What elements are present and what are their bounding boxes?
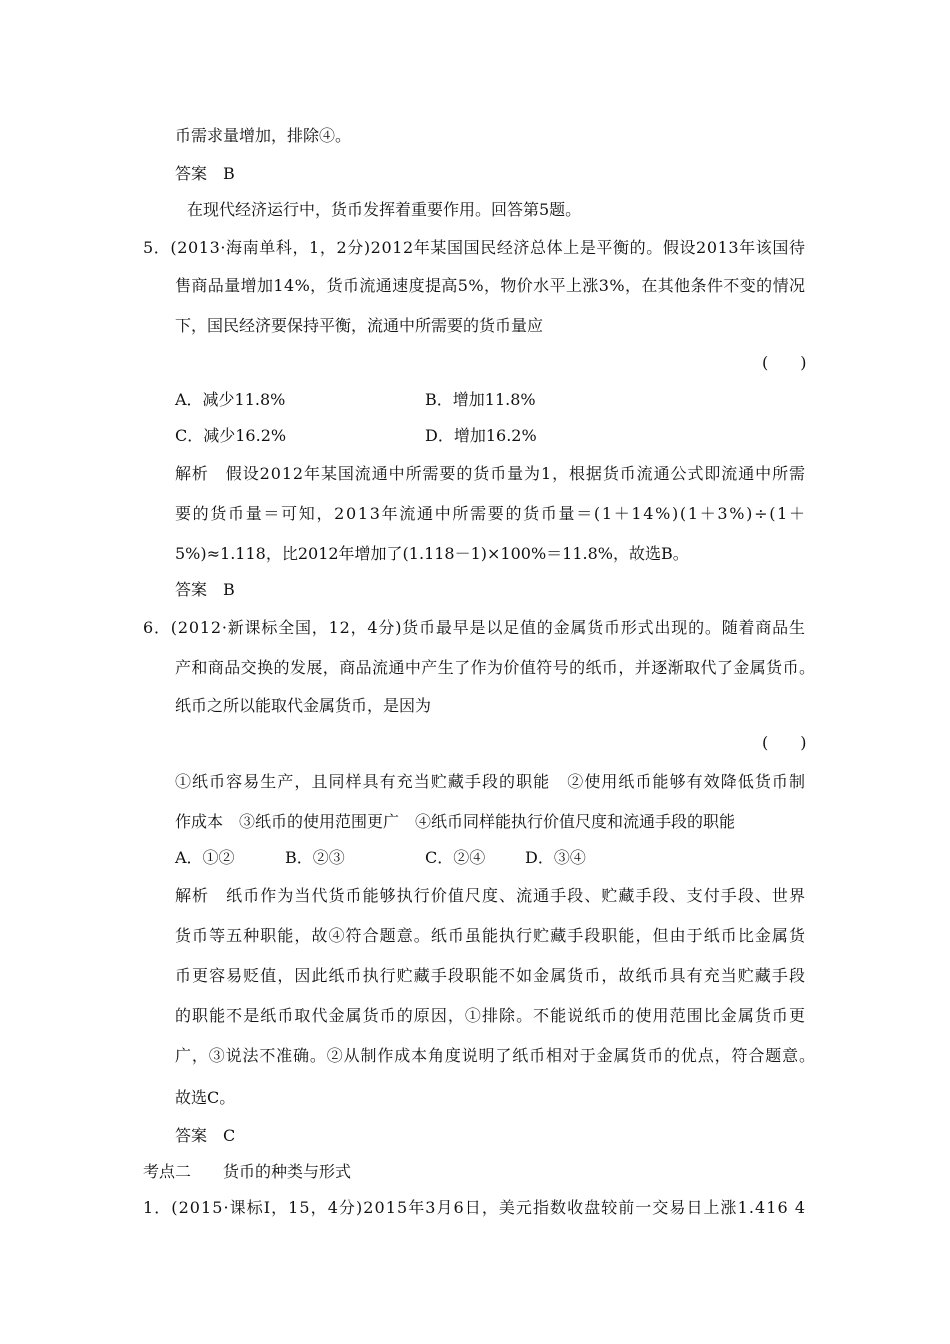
option-c: C．②④	[425, 848, 486, 867]
option-c: C．减少16.2%	[175, 426, 287, 445]
analysis-line: 的职能不是纸币取代金属货币的原因，①排除。不能说纸币的使用范围比金属货币更	[175, 1006, 807, 1025]
statement-line: 作成本 ③纸币的使用范围更广 ④纸币同样能执行价值尺度和流通手段的职能	[175, 812, 736, 831]
answer-line: 答案 B	[175, 580, 235, 599]
analysis-line: 故选C。	[175, 1088, 236, 1107]
analysis-line: 货币等五种职能，故④符合题意。纸币虽能执行贮藏手段职能，但由于纸币比金属货	[175, 926, 807, 945]
question-6-line-1: 6．(2012·新课标全国，12，4分)货币最早是以足值的金属货币形式出现的。随着商品生	[143, 618, 806, 637]
analysis-line: 币更容易贬值，因此纸币执行贮藏手段职能不如金属货币，故纸币具有充当贮藏手段	[175, 966, 807, 985]
question-1-line-1: 1．(2015·课标Ⅰ，15，4分)2015年3月6日，美元指数收盘较前一交易日上涨1.416 4	[143, 1198, 807, 1217]
option-a: A．①②	[175, 848, 235, 867]
question-5-line-3: 下，国民经济要保持平衡，流通中所需要的货币量应	[175, 316, 544, 335]
question-5-line-2: 售商品量增加14%，货币流通速度提高5%，物价水平上涨3%，在其他条件不变的情况	[175, 276, 806, 295]
section-heading: 考点二 货币的种类与形式	[143, 1162, 352, 1181]
question-5-line-1: 5．(2013·海南单科，1，2分)2012年某国国民经济总体上是平衡的。假设2013年该国待	[143, 238, 806, 257]
analysis-line: 广，③说法不准确。②从制作成本角度说明了纸币相对于金属货币的优点，符合题意。	[175, 1046, 816, 1065]
analysis-line: 解析 假设2012年某国流通中所需要的货币量为1，根据货币流通公式即流通中所需	[175, 464, 806, 483]
answer-line: 答案 B	[175, 164, 235, 183]
text-line: 币需求量增加，排除④。	[175, 126, 352, 145]
option-b: B．②③	[285, 848, 345, 867]
option-d: D．③④	[525, 848, 586, 867]
analysis-line: 要的货币量＝可知，2013年流通中所需要的货币量＝(1＋14%)(1＋3%)÷(1＋	[175, 504, 807, 523]
option-d: D．增加16.2%	[425, 426, 537, 445]
option-a: A．减少11.8%	[175, 390, 286, 409]
analysis-line: 5%)≈1.118，比2012年增加了(1.118－1)×100%＝11.8%，故选B。	[175, 544, 689, 563]
section-intro: 在现代经济运行中，货币发挥着重要作用。回答第5题。	[187, 200, 582, 219]
analysis-line: 解析 纸币作为当代货币能够执行价值尺度、流通手段、贮藏手段、支付手段、世界	[175, 886, 807, 905]
answer-blank: ( )	[762, 733, 807, 752]
question-6-line-3: 纸币之所以能取代金属货币，是因为	[175, 696, 432, 715]
statement-line: ①纸币容易生产，且同样具有充当贮藏手段的职能 ②使用纸币能够有效降低货币制	[175, 772, 807, 791]
option-b: B．增加11.8%	[425, 390, 536, 409]
answer-blank: ( )	[762, 353, 807, 372]
answer-line: 答案 C	[175, 1126, 236, 1145]
question-6-line-2: 产和商品交换的发展，商品流通中产生了作为价值符号的纸币，并逐渐取代了金属货币。	[175, 658, 816, 677]
